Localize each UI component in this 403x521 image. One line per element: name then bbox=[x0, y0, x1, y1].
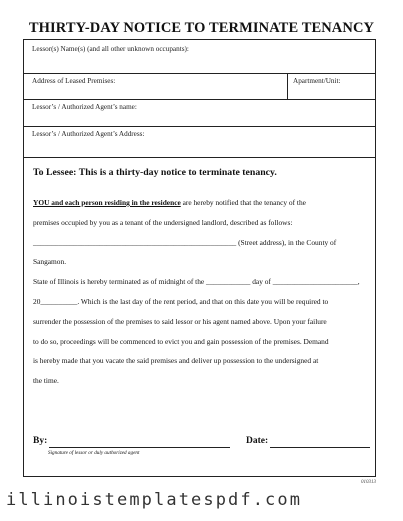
agent-address-field[interactable] bbox=[24, 127, 375, 158]
lessors-label: Lessor(s) Name(s) (and all other unknown occupants): bbox=[32, 45, 189, 53]
notice-line-8: is hereby made that you vacate the said premises and deliver up possession to the undersigned at bbox=[33, 356, 319, 366]
notice-line-5: 20__________. Which is the last day of the rent period, and that on this date you will be required to bbox=[33, 296, 329, 306]
page-title: THIRTY-DAY NOTICE TO TERMINATE TENANCY bbox=[28, 20, 375, 36]
notice-line-4: State of Illinois is hereby terminated as of midnight of the ____________ day of _______________________, bbox=[33, 277, 360, 287]
notice-line-3: _______________________________________________________ (Street address), in the County of Sangamon. bbox=[33, 237, 337, 267]
agent-address-label: Lessor’s / Authorized Agent’s Address: bbox=[32, 130, 145, 138]
agent-name-label: Lessor’s / Authorized Agent’s name: bbox=[32, 103, 137, 111]
notice-line-1-rest: are hereby notified that the tenancy of the bbox=[180, 198, 306, 207]
signature-caption: Signature of lessor or duly authorized agent bbox=[48, 450, 140, 456]
signature-line[interactable] bbox=[49, 447, 230, 448]
notice-line-9: the time. bbox=[33, 376, 59, 386]
notice-line-2: premises occupied by you as a tenant of the undersigned landlord, described as follows: bbox=[33, 217, 293, 227]
date-label: Date: bbox=[246, 436, 269, 446]
notice-line-1 bbox=[33, 193, 369, 213]
address-label: Address of Leased Premises: bbox=[32, 77, 116, 85]
agent-name-field[interactable] bbox=[24, 100, 375, 127]
notice-line-6: surrender the possession of the premises to said lessor or his agent named above. Upon your failure bbox=[33, 316, 327, 326]
divider bbox=[287, 74, 288, 99]
site-footer: illinoistemplatespdf.com bbox=[6, 490, 303, 510]
notice-lead: YOU and each person residing in the residence bbox=[33, 198, 181, 207]
notice-body bbox=[33, 193, 369, 391]
apartment-label: Apartment/Unit: bbox=[293, 77, 341, 85]
lessors-field[interactable] bbox=[24, 40, 375, 74]
notice-form bbox=[23, 39, 376, 477]
notice-line-7: to do so, proceedings will be commenced to evict you and gain possession of the premises. Demand bbox=[33, 336, 329, 346]
date-line[interactable] bbox=[270, 447, 370, 448]
by-label: By: bbox=[33, 436, 48, 446]
form-code: 010313 bbox=[361, 480, 376, 485]
notice-heading: To Lessee: This is a thirty-day notice to terminate tenancy. bbox=[33, 167, 277, 178]
address-row bbox=[24, 74, 375, 100]
